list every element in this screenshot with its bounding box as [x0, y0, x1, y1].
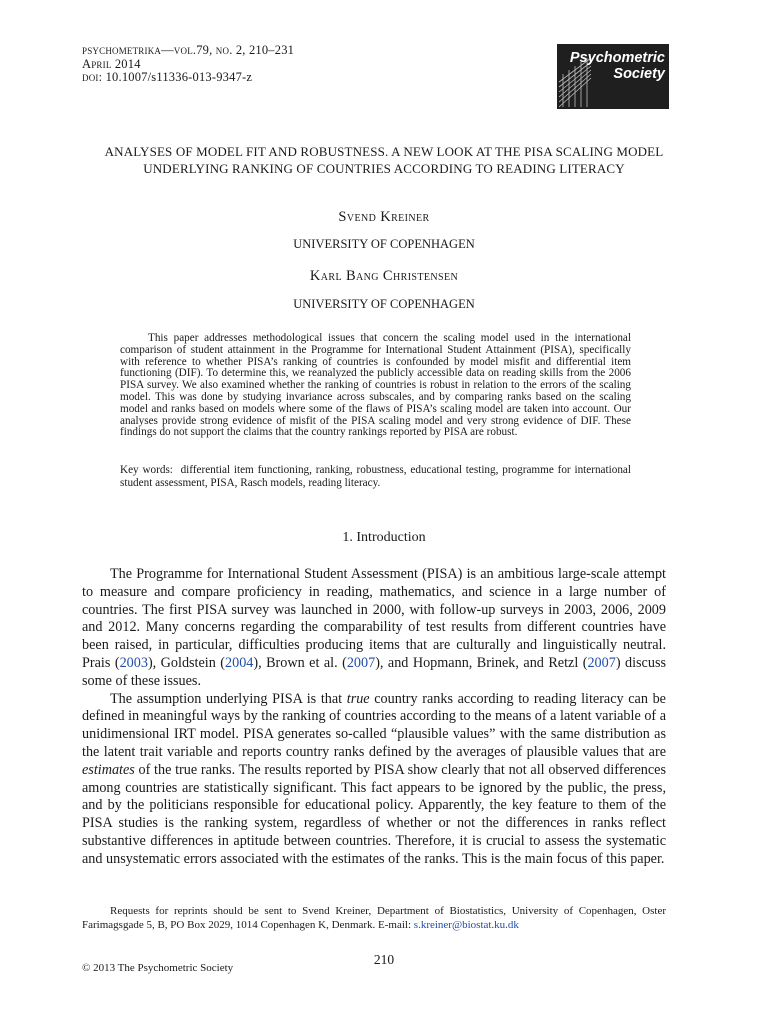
journal-header [82, 44, 294, 85]
author-affiliation: UNIVERSITY OF COPENHAGEN [293, 297, 475, 311]
keywords-text: differential item functioning, ranking, robustness, educational testing, programme for international student assessment, PISA, Rasch models, reading literacy. [120, 464, 632, 489]
footnote: Requests for reprints should be sent to Svend Kreiner, Department of Biostatistics, University of Copenhagen, Oster Farimagsgade 5, B, PO Box 2029, 1014 Copenhagen K, Denmark. E-mail: s.kreiner@biostat.ku.dk [82, 905, 666, 931]
author-affiliation: UNIVERSITY OF COPENHAGEN [293, 237, 475, 251]
keywords-label: Key words: [120, 464, 173, 476]
paragraph: The Programme for International Student Assessment (PISA) is an ambitious large-scale attempt to measure and compare proficiency in reading, mathematics, and science in a large number of countries. The first PISA survey was launched in 2000, with follow-up surveys in 2003, 2006, 2009 and 2012. Many concerns regarding the comparability of test results from different countries have been raised, in particular, difficulties producing items that are culturally and linguistically neutral. Prais (2003), Goldstein (2004), Brown et al. (2007), and Hopmann, Brinek, and Retzl (2007) discuss some of these issues. [82, 566, 666, 689]
paper-title: ANALYSES OF MODEL FIT AND ROBUSTNESS. A NEW LOOK AT THE PISA SCALING MODEL UNDERLYING RANKING OF COUNTRIES ACCORDING TO READING LITERACY [104, 144, 664, 176]
doi: doi: 10.1007/s11336-013-9347-z [82, 70, 253, 84]
copyright: © 2013 The Psychometric Society [82, 962, 234, 974]
paragraph: The assumption underlying PISA is that true country ranks according to reading literacy can be defined in meaningful ways by the ranking of countries according to the means of a latent variable of a unidimensional IRT model. PISA generates so-called “plausible values” with the same distribution as the latent trait variable and reports country ranks defined by the averages of plausible values that are estimates of the true ranks. The results reported by PISA show clearly that not all observed differences among countries are statistically significant. This fact appears to be ignored by the public, the press, and by the politicians responsible for educational policy. Apparently, the key feature to them of the PISA studies is the ranking system, regardless of whether or not the differences in ranks reflect substantive differences in aptitude between countries. Therefore, it is crucial to assess the systematic and unsystematic errors associated with the estimates of the ranks. This is the main focus of this paper. [82, 690, 666, 867]
author-name: Svend Kreiner [338, 209, 430, 225]
citation-link[interactable]: 2003 [119, 654, 148, 671]
psychometric-society-logo [557, 44, 669, 109]
journal-citation: psychometrika—vol.79, no. 2, 210–231 [82, 43, 295, 57]
abstract: This paper addresses methodological issues that concern the scaling model used in the international comparison of student attainment in the Programme for International Student Attainment (PISA), specifically with reference to whether PISA’s ranking of countries is confounded by model misfit and differential item functioning (DIF). To determine this, we reanalyzed the publicly accessible data on reading skills from the 2006 PISA survey. We also examined whether the ranking of countries is robust in relation to the errors of the scaling model. This was done by studying invariance across subscales, and by comparing ranks based on the scaling model and ranks based on models where some of the flaws of PISA’s scaling model are taken into account. Our analyses provide strong evidence of misfit of the PISA scaling model and very strong evidence of DIF. These findings do not support the claims that the country rankings reported by PISA are robust. [120, 332, 631, 439]
citation-link[interactable]: 2004 [225, 654, 254, 671]
section-heading: 1. Introduction [342, 530, 426, 545]
publication-date: April 2014 [82, 56, 141, 71]
logo-line-2: Society [613, 66, 665, 82]
citation-link[interactable]: 2007 [346, 654, 376, 671]
keywords [120, 464, 631, 489]
email-link[interactable]: s.kreiner@biostat.ku.dk [413, 919, 519, 931]
page-number: 210 [373, 952, 395, 967]
citation-link[interactable]: 2007 [587, 654, 616, 671]
author-name: Karl Bang Christensen [309, 268, 459, 284]
body-text [82, 566, 666, 869]
logo-line-1: Psychometric [569, 50, 665, 66]
